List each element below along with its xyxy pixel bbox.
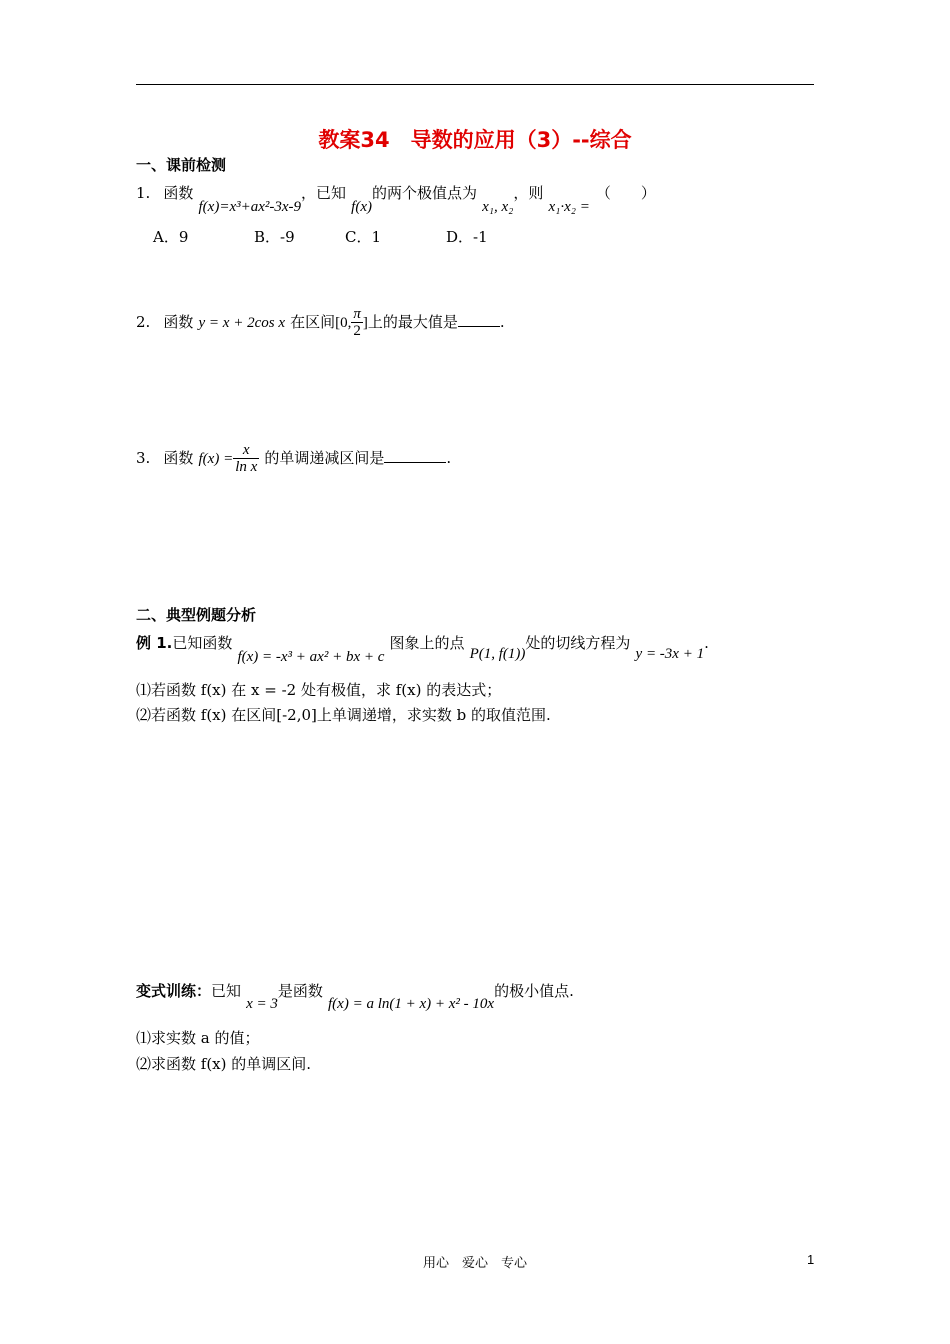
section-heading-1: 一、课前检测 bbox=[136, 156, 227, 174]
ex1-point: P(1, f(1)) bbox=[469, 646, 526, 662]
q1-paren: （ ） bbox=[595, 184, 656, 202]
ex1-part-2: ⑵若函数 f(x) 在区间[-2,0]上单调递增，求实数 b 的取值范围. bbox=[136, 706, 551, 724]
q3-suffix: 的单调递减区间是 bbox=[264, 449, 385, 467]
ex1-mid: 图象上的点 bbox=[389, 634, 465, 652]
var-part-1: ⑴求实数 a 的值； bbox=[136, 1029, 260, 1047]
header-rule bbox=[136, 84, 814, 85]
variation-training bbox=[136, 980, 574, 1012]
var-expression: f(x) = a ln(1 + x) + x² - 10x bbox=[328, 996, 495, 1012]
q1-option-a: A．9 bbox=[153, 228, 189, 246]
q1-product: x₁·x₂ = bbox=[548, 199, 590, 215]
ex1-mid2: 处的切线方程为 bbox=[525, 634, 631, 652]
page-title: 教案34 导数的应用（3）--综合 bbox=[318, 128, 632, 152]
question-3 bbox=[136, 442, 451, 475]
q2-number: 2. bbox=[136, 313, 151, 331]
ex1-part-1: ⑴若函数 f(x) 在 x = -2 处有极值，求 f(x) 的表达式； bbox=[136, 681, 502, 699]
q1-prefix: 函数 bbox=[163, 184, 194, 202]
q2-interval-left: [0, bbox=[335, 315, 352, 331]
q3-end: . bbox=[446, 449, 452, 467]
q2-answer-blank bbox=[458, 326, 500, 327]
ex1-prefix: 已知函数 bbox=[172, 634, 233, 652]
q3-answer-blank bbox=[384, 462, 446, 463]
q3-denominator: ln x bbox=[235, 459, 258, 475]
page-footer: 用心 爱心 专心 bbox=[422, 1256, 527, 1271]
q3-lhs: f(x) = bbox=[198, 451, 234, 467]
q1-number: 1. bbox=[136, 184, 151, 202]
var-part-2: ⑵求函数 f(x) 的单调区间. bbox=[136, 1055, 312, 1073]
section-heading-2: 二、典型例题分析 bbox=[136, 606, 257, 624]
q1-option-b: B．-9 bbox=[254, 228, 295, 246]
var-prefix: 已知 bbox=[211, 982, 242, 1000]
q3-prefix: 函数 bbox=[163, 449, 194, 467]
ex1-end: . bbox=[704, 634, 709, 652]
q2-pi-over-2 bbox=[351, 306, 363, 339]
q3-numerator: x bbox=[242, 442, 250, 458]
q1-expression: f(x)=x³+ax²-3x-9 bbox=[198, 199, 302, 215]
q2-two: 2 bbox=[351, 322, 363, 339]
q2-interval-right: ] bbox=[362, 315, 368, 331]
q2-suffix: 上的最大值是 bbox=[367, 313, 458, 331]
ex1-tangent-line: y = -3x + 1 bbox=[635, 646, 705, 662]
q3-fraction bbox=[233, 442, 259, 475]
ex1-label: 例 1. bbox=[136, 634, 173, 652]
q1-points: x₁, x₂ bbox=[482, 199, 514, 215]
question-2 bbox=[136, 306, 505, 339]
var-label: 变式训练： bbox=[136, 982, 212, 1000]
q1-option-d: D．-1 bbox=[446, 228, 488, 246]
q2-end: . bbox=[499, 313, 505, 331]
q2-prefix: 函数 bbox=[163, 313, 194, 331]
question-1 bbox=[136, 182, 656, 215]
var-mid: 是函数 bbox=[277, 982, 323, 1000]
q1-mid: ，已知 bbox=[301, 184, 347, 202]
q2-mid: 在区间 bbox=[290, 313, 336, 331]
q1-mid3: ，则 bbox=[513, 184, 544, 202]
ex1-expression: f(x) = -x³ + ax² + bx + c bbox=[237, 649, 385, 665]
var-condition: x = 3 bbox=[246, 996, 278, 1012]
q1-option-c: C．1 bbox=[345, 228, 382, 246]
q2-expression: y = x + 2cos x bbox=[198, 315, 285, 331]
var-suffix: 的极小值点. bbox=[494, 982, 574, 1000]
q1-mid2: 的两个极值点为 bbox=[371, 184, 477, 202]
page-number: 1 bbox=[807, 1252, 815, 1267]
q1-fx: f(x) bbox=[351, 199, 372, 215]
example-1 bbox=[136, 632, 709, 665]
q2-pi: π bbox=[353, 306, 361, 322]
q3-number: 3. bbox=[136, 449, 151, 467]
